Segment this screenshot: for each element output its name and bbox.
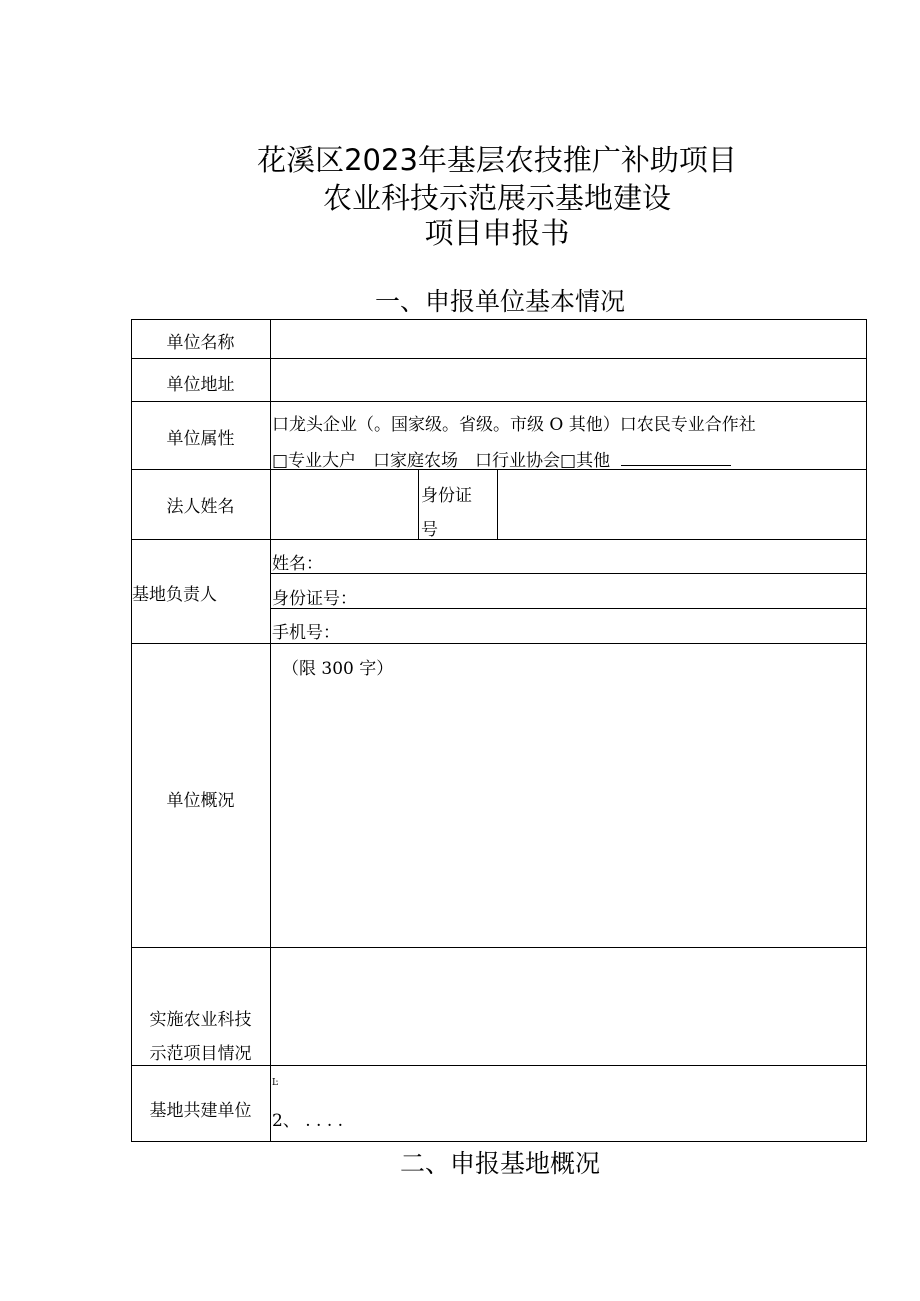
cell-divider: [418, 469, 419, 540]
unit-attribute-label: 单位属性: [166, 429, 235, 449]
legal-person-field[interactable]: [271, 470, 418, 539]
unit-name-field[interactable]: [271, 320, 866, 358]
unit-address-field[interactable]: [271, 359, 866, 401]
row-divider-sub: [270, 573, 867, 574]
attribute-options-line2[interactable]: [272, 446, 731, 471]
project-label-cell-2: [131, 1039, 270, 1064]
attribute-options-line1[interactable]: 口龙头企业（。国家级。省级。市级 O 其他）口农民专业合作社: [272, 415, 756, 435]
co-builders-label-cell: [131, 1096, 270, 1121]
attribute-options-line2-text: □专业大户 口家庭农场 口行业协会□其他: [272, 451, 611, 471]
unit-address-label: 单位地址: [166, 375, 235, 395]
table-border-bottom: [131, 1141, 867, 1142]
unit-name-label-cell: [131, 328, 270, 353]
co-builder-item-2[interactable]: 2、 . . . .: [272, 1111, 344, 1131]
id-number-label-line2: 号: [421, 520, 438, 540]
project-situation-field[interactable]: [271, 948, 866, 1065]
document-title-line1: 花溪区2023年基层农技推广补助项目: [257, 143, 737, 177]
section-heading-2: 二、申报基地概况: [399, 1149, 600, 1178]
row-divider: [131, 401, 867, 402]
unit-overview-label-cell: [131, 786, 270, 811]
row-divider-sub: [270, 608, 867, 609]
co-builders-label: 基地共建单位: [149, 1101, 252, 1121]
project-label-line1: 实施农业科技: [149, 1010, 252, 1030]
row-divider: [131, 539, 867, 540]
unit-address-label-cell: [131, 370, 270, 395]
base-manager-label: 基地负责人: [132, 585, 217, 605]
row-divider: [131, 643, 867, 644]
row-divider: [131, 1065, 867, 1066]
co-builder-item-1[interactable]: Ŀ: [272, 1078, 278, 1088]
manager-phone-label[interactable]: 手机号：: [272, 623, 340, 643]
legal-person-label-cell: [131, 492, 270, 517]
overview-hint: （限 300 字）: [282, 659, 394, 679]
project-label-cell: [131, 1005, 270, 1030]
legal-person-label: 法人姓名: [166, 497, 235, 517]
project-label-line2: 示范项目情况: [149, 1044, 252, 1064]
id-number-label-line1: 身份证: [421, 486, 472, 506]
other-attribute-blank[interactable]: [621, 449, 731, 466]
unit-overview-label: 单位概况: [166, 791, 235, 811]
section-heading-1: 一、申报单位基本情况: [374, 287, 625, 316]
unit-attribute-label-cell: [131, 424, 270, 449]
document-title-line2: 农业科技示范展示基地建设: [322, 181, 671, 215]
unit-overview-field[interactable]: [271, 680, 866, 946]
unit-name-label: 单位名称: [166, 333, 235, 353]
legal-person-id-field[interactable]: [498, 470, 866, 539]
manager-name-label[interactable]: 姓名：: [272, 554, 323, 574]
table-border-right: [866, 319, 867, 1142]
manager-id-label[interactable]: 身份证号：: [272, 589, 357, 609]
document-title-line3: 项目申报书: [424, 216, 570, 250]
